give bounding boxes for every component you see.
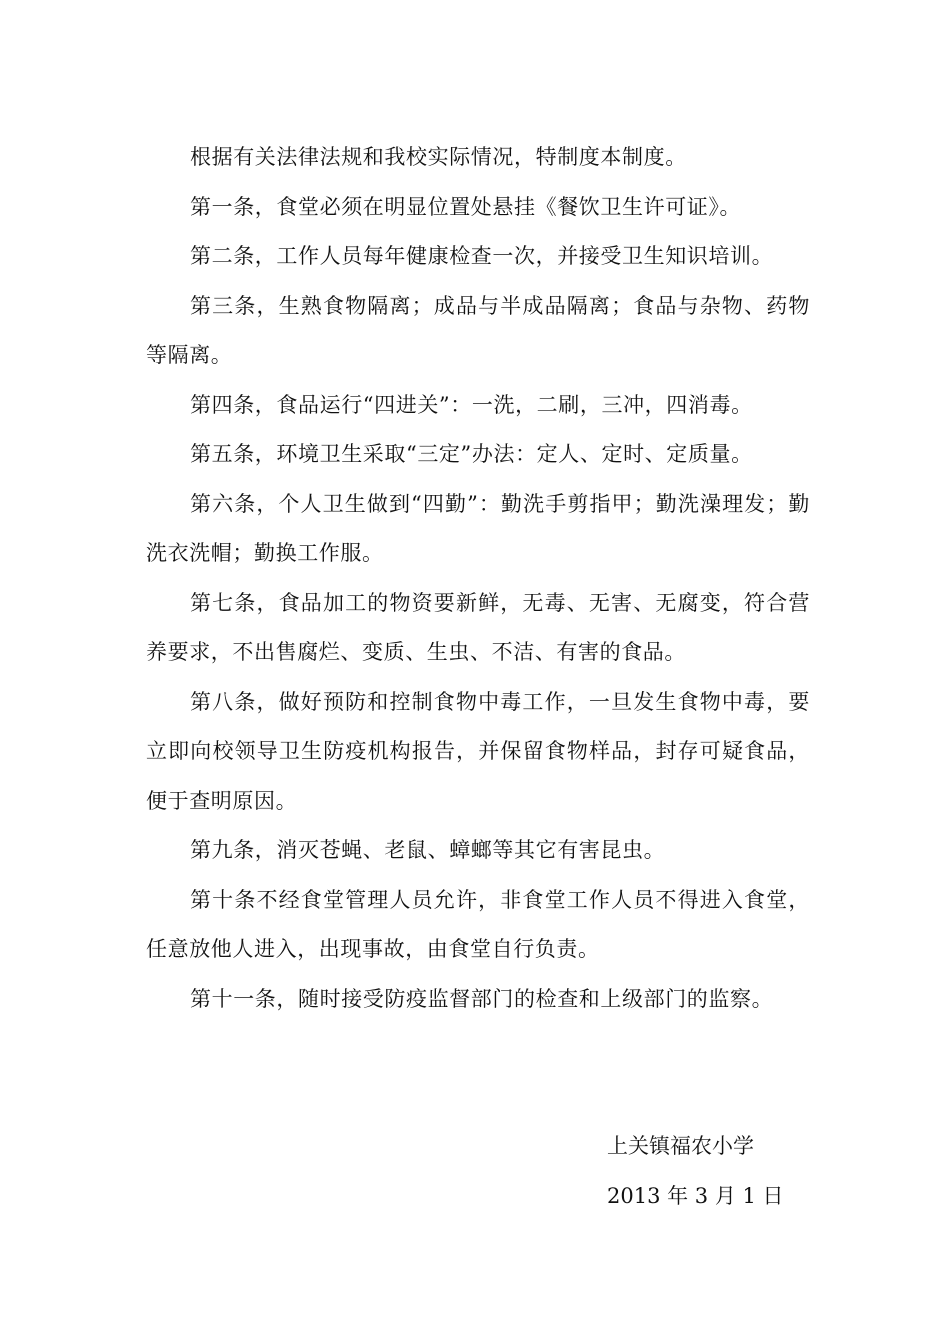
article-8: 第八条，做好预防和控制食物中毒工作，一旦发生食物中毒，要立即向校领导卫生防疫机构报告，并保留食物样品，封存可疑食品，便于查明原因。 [146,689,810,813]
article-4: 第四条，食品运行“四进关”：一洗，二刷，三冲，四消毒。 [190,392,753,417]
article-9: 第九条，消灭苍蝇、老鼠、蟑螂等其它有害昆虫。 [190,838,666,862]
article-1: 第一条，食堂必须在明显位置处悬挂《餐饮卫生许可证》。 [190,194,742,219]
regulation-body [146,133,810,1024]
signature-organization: 上关镇福农小学 [607,1134,754,1158]
article-11: 第十一条，随时接受防疫监督部门的检查和上级部门的监察。 [190,986,774,1011]
article-6: 第六条，个人卫生做到“四勤”：勤洗手剪指甲；勤洗澡理发；勤洗衣洗帽；勤换工作服。 [146,491,810,565]
article-10: 第十条不经食堂管理人员允许，非食堂工作人员不得进入食堂，任意放他人进入，出现事故，由食堂自行负责。 [146,887,810,961]
intro-paragraph: 根据有关法律法规和我校实际情况，特制度本制度。 [190,145,687,169]
article-2: 第二条，工作人员每年健康检查一次，并接受卫生知识培训。 [190,244,774,268]
signature-block [607,1122,907,1221]
signature-date: 2013 年 3 月 1 日 [607,1183,784,1208]
article-3: 第三条，生熟食物隔离；成品与半成品隔离；食品与杂物、药物等隔离。 [146,293,810,367]
article-5: 第五条，环境卫生采取“三定”办法：定人、定时、定质量。 [190,442,753,466]
article-7: 第七条，食品加工的物资要新鲜，无毒、无害、无腐变，符合营养要求，不出售腐烂、变质、生虫、不洁、有害的食品。 [146,590,810,664]
